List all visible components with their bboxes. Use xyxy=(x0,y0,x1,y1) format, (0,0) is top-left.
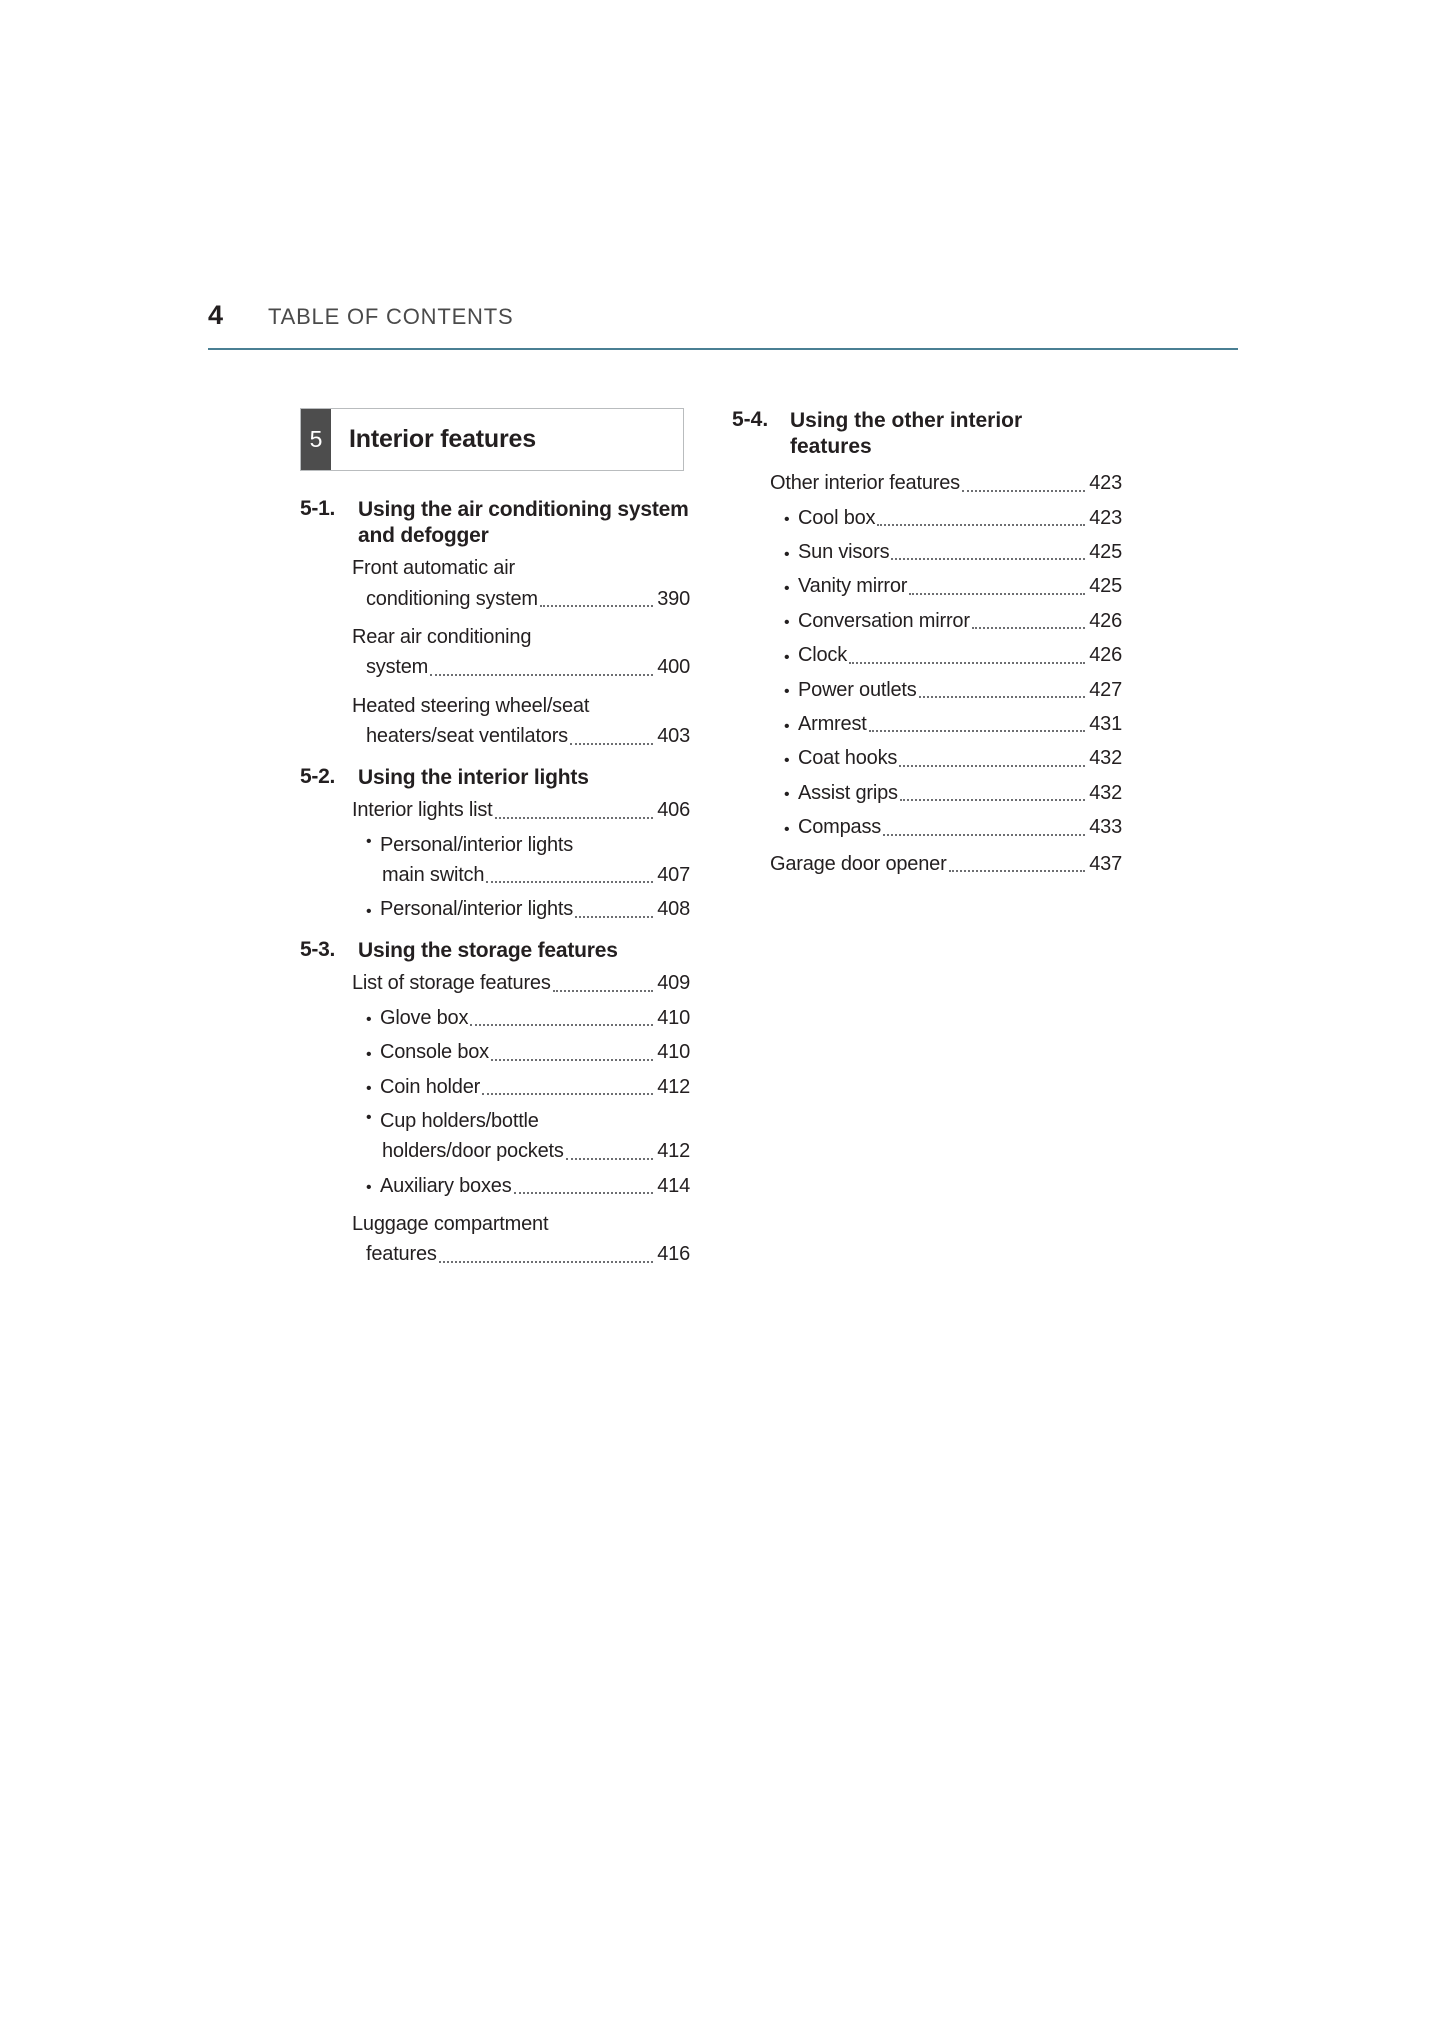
entry-page: 426 xyxy=(1089,609,1122,632)
toc-entry-glove-box[interactable] xyxy=(300,1004,690,1032)
entry-label: List of storage features xyxy=(352,972,551,995)
leader-dots xyxy=(482,1092,653,1095)
entry-label: Coin holder xyxy=(380,1075,481,1098)
entry-page: 423 xyxy=(1089,506,1122,529)
toc-entry-rear-ac[interactable] xyxy=(300,653,690,681)
entry-label: Cup holders/bottle xyxy=(380,1109,539,1132)
toc-entry-garage-door-opener[interactable] xyxy=(732,850,1122,878)
leader-dots xyxy=(553,989,654,992)
entry-label: Luggage compartment xyxy=(352,1213,549,1236)
right-column xyxy=(732,408,1122,880)
leader-dots xyxy=(570,742,653,745)
toc-entry-personal-interior-lights[interactable] xyxy=(300,895,690,923)
leader-dots xyxy=(919,695,1086,698)
section-number: 5-3. xyxy=(300,937,335,961)
toc-entry-line[interactable] xyxy=(300,554,690,582)
entry-page: 425 xyxy=(1089,575,1122,598)
bullet-icon: • xyxy=(366,903,372,921)
entry-page: 431 xyxy=(1089,712,1122,735)
entry-label-cont: holders/door pockets xyxy=(382,1140,564,1163)
leader-dots xyxy=(891,557,1085,560)
toc-entry-cool-box[interactable] xyxy=(732,504,1122,532)
chapter-title: Interior features xyxy=(349,425,536,453)
toc-entry-line[interactable] xyxy=(300,1210,690,1238)
section-number: 5-1. xyxy=(300,497,335,520)
leader-dots xyxy=(575,915,653,918)
toc-entry-main-switch[interactable] xyxy=(300,861,690,889)
leader-dots xyxy=(883,833,1085,836)
toc-entry-sun-visors[interactable] xyxy=(732,538,1122,566)
toc-entry-front-ac[interactable] xyxy=(300,585,690,613)
entry-label: Assist grips xyxy=(798,781,898,804)
entry-label: Other interior features xyxy=(770,472,960,495)
toc-entry-luggage-compartment[interactable] xyxy=(300,1240,690,1268)
entry-page: 414 xyxy=(657,1174,690,1197)
section-heading-5-4[interactable] xyxy=(732,408,1122,459)
chapter-number-tab: 5 xyxy=(301,409,331,470)
entry-page: 400 xyxy=(657,656,690,679)
toc-entry-power-outlets[interactable] xyxy=(732,676,1122,704)
section-number: 5-2. xyxy=(300,764,335,788)
leader-dots xyxy=(495,816,654,819)
left-column xyxy=(300,408,690,1271)
section-number: 5-4. xyxy=(732,408,769,431)
section-heading-5-1[interactable] xyxy=(300,497,690,548)
leader-dots xyxy=(877,523,1085,526)
toc-entry-heated-steering[interactable] xyxy=(300,722,690,750)
entry-label-cont: heaters/seat ventilators xyxy=(366,725,568,748)
entry-page: 425 xyxy=(1089,541,1122,563)
leader-dots xyxy=(949,869,1086,872)
leader-dots xyxy=(899,764,1085,767)
entry-label: Armrest xyxy=(798,712,867,735)
header-rule xyxy=(208,348,1238,350)
toc-entry-vanity-mirror[interactable] xyxy=(732,572,1122,600)
entry-label: Cool box xyxy=(798,506,876,529)
page-header xyxy=(208,300,1238,331)
toc-entry-clock[interactable] xyxy=(732,641,1122,669)
entry-page: 423 xyxy=(1089,472,1122,495)
bullet-icon: • xyxy=(784,511,790,529)
leader-dots xyxy=(972,626,1085,629)
entry-page: 407 xyxy=(657,863,690,886)
section-heading-5-2[interactable] xyxy=(300,765,690,791)
bullet-icon: • xyxy=(366,1011,372,1029)
section-title: Using the interior lights xyxy=(358,765,589,789)
section-title-line2: features xyxy=(790,434,872,458)
entry-page: 406 xyxy=(657,799,690,822)
toc-entry-conversation-mirror[interactable] xyxy=(732,607,1122,635)
bullet-icon: • xyxy=(784,614,790,632)
bullet-icon: • xyxy=(784,717,790,735)
entry-label-cont: system xyxy=(366,656,429,679)
entry-page: 432 xyxy=(1089,747,1122,770)
entry-page: 437 xyxy=(1089,852,1122,875)
leader-dots xyxy=(470,1023,653,1026)
leader-dots xyxy=(430,673,653,676)
toc-entry-list-of-storage-features[interactable] xyxy=(300,969,690,997)
section-title: Using the air conditioning system and defogger xyxy=(358,498,689,547)
entry-page: 426 xyxy=(1089,644,1122,667)
entry-page: 433 xyxy=(1089,816,1122,839)
leader-dots xyxy=(566,1157,654,1160)
section-heading-5-3[interactable] xyxy=(300,938,690,964)
bullet-icon: • xyxy=(366,1080,372,1098)
section-title: Using the storage features xyxy=(358,938,618,962)
bullet-icon: • xyxy=(366,1108,372,1126)
entry-page: 412 xyxy=(657,1075,690,1098)
leader-dots xyxy=(540,604,653,607)
entry-page: 410 xyxy=(657,1041,690,1064)
entry-label: Sun visors xyxy=(798,541,890,563)
entry-page: 432 xyxy=(1089,781,1122,804)
entry-label: Clock xyxy=(798,644,848,667)
toc-entry-line[interactable] xyxy=(300,1107,690,1135)
entry-label: Vanity mirror xyxy=(798,575,908,598)
section-title xyxy=(790,408,1022,459)
toc-entry-line[interactable] xyxy=(300,623,690,651)
bullet-icon: • xyxy=(366,832,372,850)
toc-entry-console-box[interactable] xyxy=(300,1038,690,1066)
leader-dots xyxy=(909,592,1085,595)
entry-label: Garage door opener xyxy=(770,852,947,875)
entry-label: Coat hooks xyxy=(798,747,898,770)
leader-dots xyxy=(869,729,1086,732)
entry-page: 403 xyxy=(657,725,690,748)
entry-label: Console box xyxy=(380,1041,489,1064)
entry-label: Heated steering wheel/seat xyxy=(352,694,590,717)
bullet-icon: • xyxy=(784,752,790,770)
toc-entry-coat-hooks[interactable] xyxy=(732,744,1122,772)
entry-page: 412 xyxy=(657,1140,690,1163)
toc-entry-coin-holder[interactable] xyxy=(300,1073,690,1101)
toc-entry-line[interactable] xyxy=(300,831,690,859)
entry-page: 427 xyxy=(1089,678,1122,701)
bullet-icon: • xyxy=(784,545,790,563)
entry-page: 410 xyxy=(657,1006,690,1029)
entry-label: Interior lights list xyxy=(352,799,493,822)
bullet-icon: • xyxy=(784,580,790,598)
leader-dots xyxy=(514,1191,654,1194)
bullet-icon: • xyxy=(784,648,790,666)
leader-dots xyxy=(900,798,1085,801)
toc-entry-other-interior-features[interactable] xyxy=(732,469,1122,497)
entry-label: Compass xyxy=(798,816,882,839)
entry-label-cont: conditioning system xyxy=(366,587,538,610)
entry-label: Auxiliary boxes xyxy=(380,1174,512,1197)
entry-label: Front automatic air xyxy=(352,557,515,580)
bullet-icon: • xyxy=(784,683,790,701)
entry-label: Rear air conditioning xyxy=(352,626,532,648)
leader-dots xyxy=(962,489,1085,492)
toc-entry-interior-lights-list[interactable] xyxy=(300,796,690,824)
page-number: 4 xyxy=(208,300,224,330)
entry-page: 416 xyxy=(657,1243,690,1266)
bullet-icon: • xyxy=(784,786,790,804)
leader-dots xyxy=(491,1058,653,1061)
toc-entry-auxiliary-boxes[interactable] xyxy=(300,1172,690,1200)
toc-entry-armrest[interactable] xyxy=(732,710,1122,738)
entry-label: Personal/interior lights xyxy=(380,833,574,856)
entry-label: Power outlets xyxy=(798,678,917,701)
entry-label-cont: features xyxy=(366,1243,437,1266)
bullet-icon: • xyxy=(366,1045,372,1063)
leader-dots xyxy=(849,661,1085,664)
page-title: TABLE OF CONTENTS xyxy=(268,304,514,329)
section-title-line1: Using the other interior xyxy=(790,409,1023,432)
entry-label: Personal/interior lights xyxy=(380,898,574,921)
leader-dots xyxy=(439,1260,654,1263)
entry-label: Conversation mirror xyxy=(798,609,970,632)
entry-page: 390 xyxy=(657,587,690,610)
leader-dots xyxy=(486,880,653,883)
bullet-icon: • xyxy=(784,820,790,838)
toc-entry-line[interactable] xyxy=(300,692,690,720)
entry-label-cont: main switch xyxy=(382,863,485,886)
entry-page: 409 xyxy=(657,972,690,995)
chapter-banner xyxy=(300,408,684,471)
toc-entry-cup-holders[interactable] xyxy=(300,1137,690,1165)
toc-entry-compass[interactable] xyxy=(732,813,1122,841)
entry-page: 408 xyxy=(657,898,690,921)
toc-entry-assist-grips[interactable] xyxy=(732,779,1122,807)
bullet-icon: • xyxy=(366,1179,372,1197)
entry-label: Glove box xyxy=(380,1006,469,1029)
